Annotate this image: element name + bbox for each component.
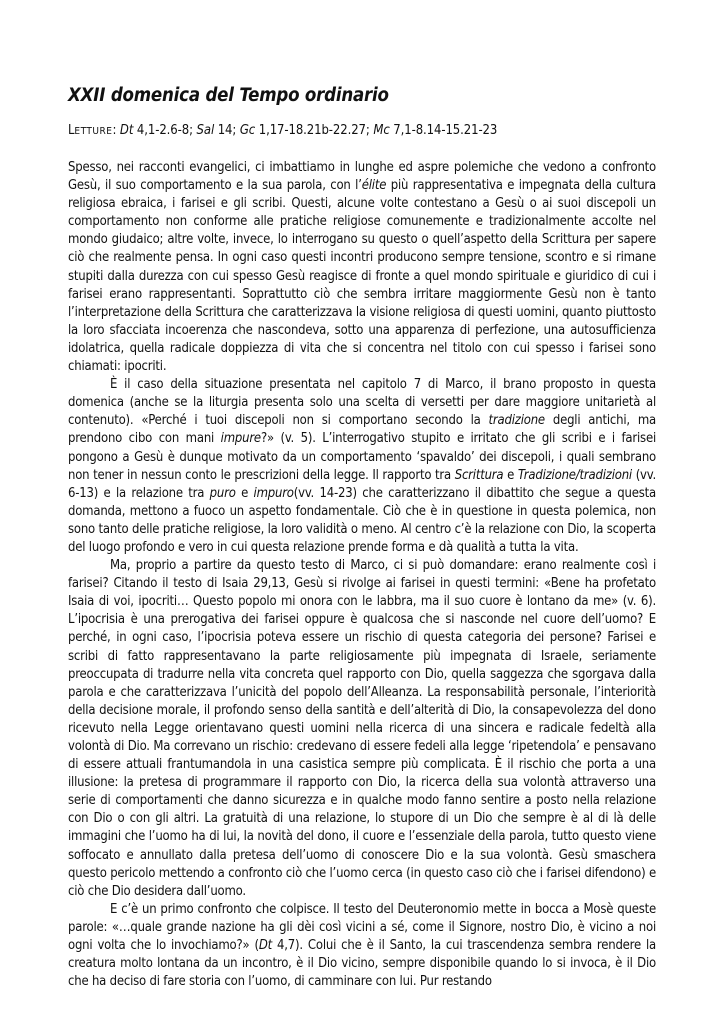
reading-book: Gc bbox=[239, 123, 256, 138]
italic-term: puro bbox=[209, 485, 236, 501]
text-run: Spesso, nei racconti evangelici, ci imbattiamo in lunghe ed aspre polemiche che vedono a confronto Gesù, il suo comportamento e la sua parola, con l’ bbox=[68, 160, 656, 194]
italic-term: Dt bbox=[258, 938, 273, 954]
paragraph-3 bbox=[68, 557, 656, 901]
readings-separator: : bbox=[112, 123, 120, 138]
reading-book: Dt bbox=[119, 123, 134, 138]
text-run: E c’è un primo confronto che colpisce. Il testo del Deuteronomio mette in bocca a Mosè queste parole: «…quale grande nazione ha gli dèi così vicini a sé, come il Signore, nostro Dio, è vicino a noi ogni volta che lo invochiamo?» ( bbox=[68, 901, 656, 954]
italic-term: tradizione bbox=[488, 413, 545, 429]
italic-term: impure bbox=[220, 431, 261, 447]
paragraph-4 bbox=[68, 901, 656, 991]
reading-ref: 7,1-8.14-15.21-23 bbox=[389, 123, 498, 138]
italic-term: élite bbox=[361, 178, 387, 194]
reading-ref: 1,17-18.21b-22.27; bbox=[255, 123, 374, 138]
text-run: 4,7). Colui che è il Santo, la cui trascendenza sembra rendere la creatura molto lontana da un incontro, è il Dio vicino, sempre disponibile quando lo si invoca, è il Dio che ha deciso di fare storia con l’uomo, di camminare con lui. Pur restando bbox=[68, 938, 657, 990]
text-run: È il caso della situazione presentata nel capitolo 7 di Marco, il brano proposto in questa domenica (anche se la liturgia presenta solo una scelta di versetti per dare maggiore unitarietà al contenuto). «Perché i tuoi discepoli non si comportano secondo la bbox=[68, 377, 656, 429]
italic-term: Scrittura bbox=[454, 467, 504, 483]
text-run: ?» (v. 5). L’interrogativo stupito e irritato che gli scribi e i farisei pongono a Gesù è dunque motivato da un comportamento ‘spavaldo’ dei discepoli, i quali sembrano non tener in nessun conto le prescrizioni della legge. Il rapporto tra bbox=[68, 431, 656, 483]
readings-line bbox=[68, 122, 656, 141]
text-run: più rappresentativa e impegnata della cultura religiosa ebraica, i farisei e gli scribi. Questi, alcune volte contestano a Gesù o ai suoi discepoli un comportamento non conforme alle pratiche religiose comunemente e tradizionalmente accolte nel mondo giudaico; altre volte, invece, lo interrogano su questo o quell’aspetto della Scrittura per sapere ciò che realmente pensa. In ogni caso questi incontri producono sempre tensione, scontro e si rimane stupiti dalla durezza con cui spesso Gesù reagisce di fronte a quel mondo spirituale e giuridico di cui i farisei erano rappresentanti. Soprattutto ciò che sembra irritare maggiormente Gesù non è tanto l’interpretazione della Scrittura che caratterizzava la visione religiosa di questi uomini, quanto piuttosto la loro sfacciata incoerenza che nascondeva, sotto una apparenza di perfezione, una autosufficienza idolatrica, quella radicale doppiezza di vita che si concentra nel titolo con cui spesso i farisei sono chiamati: ipocriti. bbox=[68, 178, 656, 375]
italic-term: impuro bbox=[253, 485, 294, 501]
readings-label-rest: ETTURE bbox=[74, 126, 113, 137]
paragraph-1 bbox=[68, 159, 656, 376]
reading-ref: 14; bbox=[214, 123, 240, 138]
article-body bbox=[68, 159, 656, 991]
page-title: XXII domenica del Tempo ordinario bbox=[68, 85, 389, 106]
italic-term: Tradizione/tradizioni bbox=[517, 467, 632, 483]
reading-ref: 4,1-2.6-8; bbox=[133, 123, 197, 138]
text-run: Ma, proprio a partire da questo testo di Marco, ci si può domandare: erano realmente così i farisei? Citando il testo di Isaia 29,13, Gesù si rivolge ai farisei in questi termini: «Bene ha profetato Isaia di voi, ipocriti… Questo popolo mi onora con le labbra, ma il suo cuore è lontano da me» (v. 6). L’ipocrisia è una prerogativa dei farisei oppure è qualcosa che si nasconde nel cuore dell’uomo? E perché, in ogni caso, l’ipocrisia poteva essere un rischio di questa categoria dei persone? Farisei e scribi di fatto rappresentavano la parte religiosamente più impegnata di Israele, seriamente preoccupata di tradurre nella vita concreta quel rapporto con Dio, quella saggezza che sgorgava dalla parola e che caratterizzava l’unicità del popolo dell’Alleanza. La responsabilità personale, l’interiorità della decisione morale, il profondo senso della santità e dell’alterità di Dio, la consapevolezza del dono ricevuto nella Legge orientavano questi uomini nella ricerca di una sincera e radicale fedeltà alla volontà di Dio. Ma correvano un rischio: credevano di essere fedeli alla legge ‘ripetendola’ e pensavano di essere attuali frantumandola in una casistica sempre più complicata. È il rischio che porta a una illusione: la pretesa di programmare il rapporto con Dio, la ricerca della sua volontà attraverso una serie di comportamenti che danno sicurezza e in qualche modo fanno sentire a posto nella relazione con Dio o con gli altri. La gratuità di una relazione, lo stupore di un Dio che sempre è al di là delle immagini che l’uomo ha di lui, la novità del dono, il cuore e l’essenziale della parola, tutto questo viene soffocato e annullato dalla pretesa dell’uomo di conoscere Dio e la sua volontà. Gesù smaschera questo pericolo mettendo a confronto ciò che l’uomo cerca (in questo caso ciò che i farisei difendono) e ciò che Dio desidera dall’uomo. bbox=[68, 558, 656, 899]
text-run: (vv. 14-23) che caratterizzano il dibattito che segue a questa domanda, mettono a fuoco un aspetto fondamentale. Ciò che è in questione in questa polemica, non sono tanto delle pratiche religiose, la loro validità o meno. Al centro c’è la relazione con Dio, la scoperta del luogo profondo e vero in cui questa relazione prende forma e dà qualità a tutta la vita. bbox=[68, 485, 656, 555]
paragraph-2 bbox=[68, 376, 656, 557]
text-run: e bbox=[503, 467, 518, 483]
text-run: degli antichi, ma prendono cibo con mani bbox=[68, 413, 657, 447]
readings-label-initial: L bbox=[68, 123, 75, 138]
page-content bbox=[68, 84, 656, 991]
text-run: (vv. 6-13) e la relazione tra bbox=[68, 467, 656, 501]
reading-book: Mc bbox=[373, 123, 390, 138]
reading-book: Sal bbox=[196, 123, 215, 138]
text-run: e bbox=[235, 485, 254, 501]
